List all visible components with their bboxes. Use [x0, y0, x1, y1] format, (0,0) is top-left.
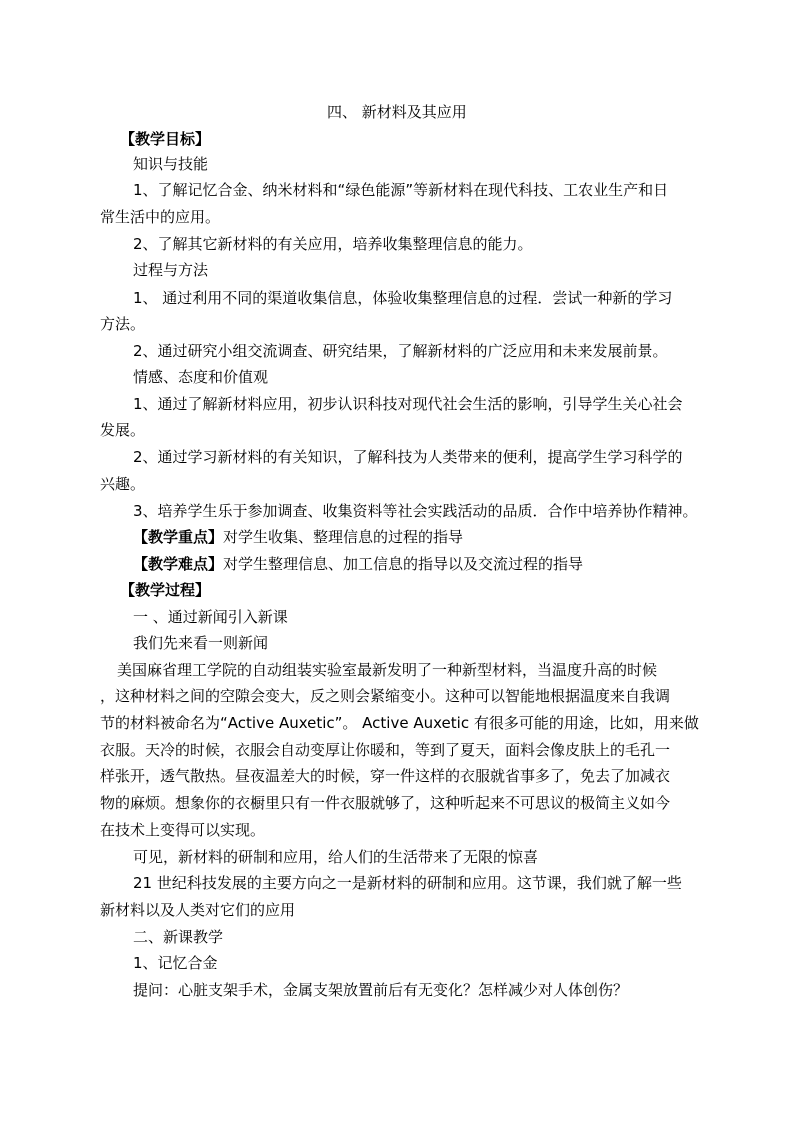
news-line-6: 物的麻烦。想象你的衣橱里只有一件衣服就够了，这种听起来不可思议的极简主义如今 [100, 794, 671, 812]
difficulty-row [133, 554, 583, 574]
news-line-2: ，这种材料之间的空隙会变大，反之则会紧缩变小。这种可以智能地根据温度来自我调 [100, 687, 671, 705]
knowledge-item-1-line-1: 1、了解记忆合金、纳米材料和“绿色能源”等新材料在现代科技、工农业生产和日 [133, 181, 669, 199]
process-item-1-line-1: 1、 通过利用不同的渠道收集信息，体验收集整理信息的过程．尝试一种新的学习 [133, 289, 673, 307]
emotion-item-2-line-2: 兴趣。 [100, 475, 146, 493]
news-line-5: 样张开，透气散热。昼夜温差大的时候，穿一件这样的衣服就省事多了，免去了加减衣 [100, 767, 671, 785]
knowledge-item-2: 2、了解其它新材料的有关应用，培养收集整理信息的能力。 [133, 235, 533, 253]
difficulty-label: 【教学难点】 [133, 555, 224, 573]
conclusion-text: 可见，新材料的研制和应用，给人们的生活带来了无限的惊喜 [133, 848, 539, 866]
process-item-2: 2、通过研究小组交流调查、研究结果，了解新材料的广泛应用和未来发展前景。 [133, 342, 668, 360]
emotion-item-2-line-1: 2、通过学习新材料的有关知识，了解科技为人类带来的便利，提高学生学习科学的 [133, 448, 683, 466]
trend-line-2: 新材料以及人类对它们的应用 [100, 901, 296, 919]
emotion-item-3: 3、培养学生乐于参加调查、收集资料等社会实践活动的品质．合作中培养协作精神。 [133, 502, 698, 520]
section-2-heading: 二、新课教学 [133, 928, 224, 946]
emotion-item-1-line-1: 1、通过了解新材料应用，初步认识科技对现代社会生活的影响，引导学生关心社会 [133, 395, 683, 413]
procedure-heading: 【教学过程】 [120, 581, 211, 599]
question-text: 提问：心脏支架手术，金属支架放置前后有无变化？怎样减少对人体创伤？ [133, 981, 629, 999]
section-1-heading: 一 、通过新闻引入新课 [133, 608, 288, 626]
emotion-heading: 情感、态度和价值观 [133, 368, 269, 386]
objectives-heading: 【教学目标】 [120, 130, 211, 148]
emotion-item-1-line-2: 发展。 [100, 421, 146, 439]
subsection-1-heading: 1、记忆合金 [133, 954, 218, 972]
news-intro: 我们先来看一则新闻 [133, 634, 269, 652]
page-title: 四、 新材料及其应用 [327, 103, 467, 121]
key-point-text: 对学生收集、整理信息的过程的指导 [223, 528, 464, 546]
key-point-row [133, 527, 463, 547]
news-line-3: 节的材料被命名为“Active Auxetic”。 Active Auxetic 有很多可能的用途，比如，用来做 [100, 714, 699, 732]
news-line-1: 美国麻省理工学院的自动组装实验室最新发明了一种新型材料，当温度升高的时候 [117, 661, 658, 679]
trend-line-1: 21 世纪科技发展的主要方向之一是新材料的研制和应用。这节课，我们就了解一些 [133, 874, 682, 892]
process-heading: 过程与方法 [133, 261, 209, 279]
key-point-label: 【教学重点】 [133, 528, 224, 546]
news-line-4: 衣服。天冷的时候，衣服会自动变厚让你暖和，等到了夏天，面料会像皮肤上的毛孔一 [100, 741, 671, 759]
process-item-1-line-2: 方法。 [100, 315, 146, 333]
knowledge-item-1-line-2: 常生活中的应用。 [100, 208, 221, 226]
news-line-7: 在技术上变得可以实现。 [100, 821, 266, 839]
knowledge-heading: 知识与技能 [133, 155, 209, 173]
difficulty-text: 对学生整理信息、加工信息的指导以及交流过程的指导 [223, 555, 584, 573]
